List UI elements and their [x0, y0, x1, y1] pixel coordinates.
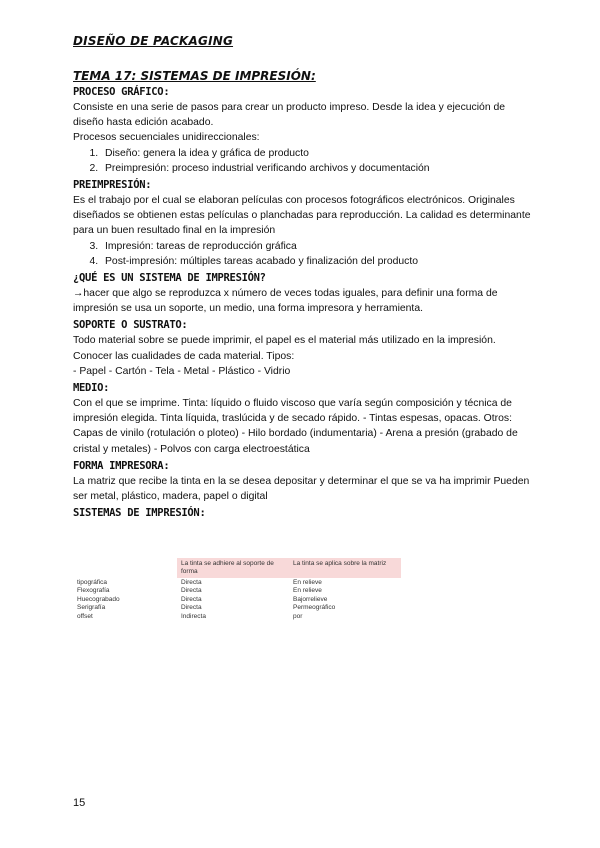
paragraph-medio-2: Capas de vinilo (rotulación o ploteo) - Hilo bordado (indumentaria) - Arena a presión (grabado de cristal y metales) - Polvos con carga electroestática [73, 428, 518, 455]
paragraph-proceso-2: Procesos secuenciales unidireccionales: [73, 132, 260, 144]
heading-soporte: SOPORTE O SUSTRATO: [73, 319, 188, 332]
table-cell: Directa [181, 604, 202, 612]
table-cell: por [293, 612, 303, 620]
table-cell: Serigrafía [77, 604, 106, 612]
paragraph-que-es: →hacer que algo se reproduzca x número de veces todas iguales, para definir una forma de impresión se usa un soporte, un medio, una forma impresora y herramienta. [73, 288, 498, 315]
table-cell: Permeográfico [293, 604, 336, 612]
paragraph-soporte-2: - Papel - Cartón - Tela - Metal - Plástico - Vidrio [73, 365, 291, 377]
document-page [73, 34, 533, 521]
table-cell: Indirecta [181, 612, 206, 620]
sistemas-table [73, 558, 401, 621]
table-header-cell: La tinta se aplica sobre la matriz [289, 558, 401, 578]
list-item: 4. Post-impresión: múltiples tareas acabado y finalización del producto [101, 254, 533, 269]
heading-forma-impresora: FORMA IMPRESORA: [73, 459, 170, 472]
list-item: 2. Preimpresión: proceso industrial verificando archivos y documentación [101, 161, 533, 176]
sistemas-table-wrap [73, 558, 401, 621]
list-proceso [73, 146, 533, 176]
table-cell: Directa [181, 595, 202, 603]
table-header-empty [73, 558, 177, 578]
document-title: DISEÑO DE PACKAGING [73, 34, 234, 48]
paragraph-proceso-1: Consiste en una serie de pasos para crear un producto impreso. Desde la idea y ejecución de diseño hasta edición acabado. [73, 102, 506, 129]
table-row [73, 595, 401, 604]
table-cell: Bajorrelieve [293, 595, 328, 603]
paragraph-soporte-1: Todo material sobre se puede imprimir, el papel es el material más utilizado en la impresión. Conocer las cualidades de cada material. Tipos: [73, 335, 496, 362]
table-cell: En relieve [293, 578, 322, 586]
table-cell: En relieve [293, 587, 322, 595]
heading-preimpresion: PREIMPRESIÓN: [73, 179, 152, 192]
table-row [73, 604, 401, 613]
table-header-row [73, 558, 401, 578]
heading-medio: MEDIO: [73, 382, 110, 395]
table-cell: tipográfica [77, 578, 107, 586]
table-row [73, 587, 401, 596]
table-cell: Directa [181, 578, 202, 586]
heading-proceso-grafico: PROCESO GRÁFICO: [73, 86, 170, 98]
list-item: 1. Diseño: genera la idea y gráfica de producto [101, 146, 533, 161]
table-cell: Huecograbado [77, 595, 120, 603]
table-cell: Directa [181, 587, 202, 595]
heading-que-es: ¿QUÉ ES UN SISTEMA DE IMPRESIÓN? [73, 272, 266, 285]
paragraph-medio-1: Con el que se imprime. Tinta: líquido o fluido viscoso que varía según composición y técnica de impresión elegida. Tinta líquida, traslúcida y de secado rápido. - Tintas espesas, opacas. Otros: [73, 398, 512, 425]
heading-sistemas: SISTEMAS DE IMPRESIÓN: [73, 507, 206, 520]
table-row [73, 612, 401, 621]
topic-title: TEMA 17: SISTEMAS DE IMPRESIÓN: [73, 69, 316, 83]
table-cell: Flexografía [77, 587, 110, 595]
table-header-cell: La tinta se adhiere al soporte de forma [177, 558, 289, 578]
table-cell: offset [77, 612, 93, 620]
list-preimpresion [73, 239, 533, 269]
table-row [73, 578, 401, 587]
paragraph-forma: La matriz que recibe la tinta en la se desea depositar y determinar el que se va ha imprimir Pueden ser metal, plástico, madera, papel o digital [73, 475, 530, 503]
list-item: 3. Impresión: tareas de reproducción gráfica [101, 239, 533, 254]
page-number: 15 [73, 797, 86, 809]
paragraph-preimpresion: Es el trabajo por el cual se elaboran películas con procesos fotográficos electrónicos. Originales diseñados se obtienen estas películas o planchadas para reproducción. La calidad es determinante para un buen resultado final en la impresión [73, 195, 531, 237]
